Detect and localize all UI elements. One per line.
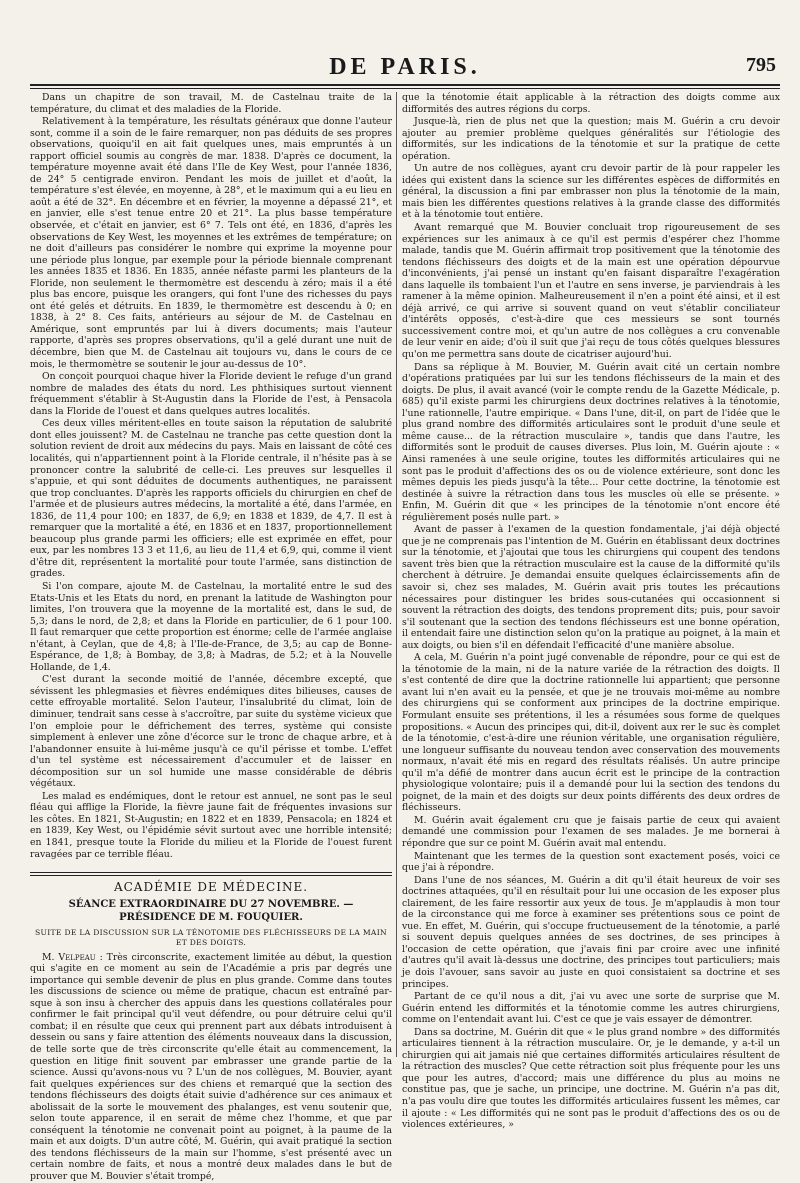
paragraph: Si l'on compare, ajoute M. de Castelnau, la mortalité entre le sud des Etats-Unis et les Etats du nord, en prenant la latitude de Washington pour limites, l'on trouvera que la moyenne de la mortalité est, dans le sud, de 5,3; dans le nord, de 2,8; et dans la Floride en particulier, de 6 1 pour 100. Il faut remarquer que cette proportion est énorme; celle de l'armée anglaise n'étant, à Ceylan, que de 4,8; à l'Ile-de-France, de 3,5; au cap de Bonne-Espérance, de 1,8; à Bombay, de 3,8; à Madras, de 5.2; et à la Nouvelle Hollande, de 1,4. <box>30 580 392 673</box>
section-title: ACADÉMIE DE MÉDECINE. <box>113 880 309 895</box>
paragraph: Ces deux villes méritent-elles en toute saison la réputation de salubrité dont elles jouissent? M. de Castelnau ne tranche pas cette question dont la solution revient de droit aux médecins du pays. Mais en laissant de côté ces localités, qui n'appartiennent point à la Floride centrale, il n'hésite pas à se prononcer contre la salubrité de celle-ci. Les preuves sur lesquelles il s'appuie, et qui sont déduites de documents authentiques, ne paraissent que trop concluantes. D'après les rapports officiels du chirurgien en chef de l'armée et de plusieurs autres médecins, la mortalité a été, dans l'armée, en 1836, de 11,4 pour 100; en 1837, de 6,9; en 1838 et 1839, de 4,7. Il est à remarquer que la mortalité a été, en 1836 et en 1837, proportionnellement beaucoup plus grande parmi les officiers; elle est exprimée en effet, pour eux, par les nombres 13 3 et 11,6, au lieu de 11,4 et 6,9, qui, comme il vient d'être dit, représentent la mortalité pour toute l'armée, sans distinction de grades. <box>30 418 392 580</box>
session-title: SÉANCE EXTRAORDINAIRE DU 27 NOVEMBRE. — PRÉSIDENCE DE M. FOUQUIER. <box>68 898 354 923</box>
paragraph: C'est durant la seconde moitié de l'année, décembre excepté, que sévissent les phlegmasies et fièvres endémiques dites bilieuses, causes de cette effroyable mortalité. Selon l'auteur, l'insalubrité du climat, loin de diminuer, tendrait sans cesse à s'accroître, par suite du système vicieux que l'on emploie pour le défrichement des terres, système qui consiste simplement à enlever une zône d'écorce sur le tronc de chaque arbre, et à l'abandonner ensuite à lui-même jusqu'à ce qu'il périsse et tombe. L'effet d'un tel système est nécessairement d'accumuler et de laisser en décomposition sur un sol humide une masse considérable de débris végétaux. <box>30 674 392 790</box>
speaker-name: M. Velpeau : <box>42 951 103 963</box>
paragraph: Dans sa réplique à M. Bouvier, M. Guérin avait cité un certain nombre d'opérations pratiquées par lui sur les tendons fléchisseurs de la main et des doigts. De plus, il avait avancé (voir le compte rendu de la Gazette Médicale, p. 685) qu'il existe parmi les chirurgiens deux doctrines relatives à la ténotomie, l'une rationnelle, l'autre empirique. « Dans l'une, dit-il, on part de l'idée que le plus grand nombre des difformités articulaires sont le produit d'une seule et même cause... de la rétraction musculaire », tandis que dans l'autre, les difformités sont le produit de causes diverses. Plus loin, M. Guérin ajoute : « Ainsi ramenées à une seule origine, toutes les difformités articulaires qui ne sont pas le produit d'affections des os ou de violence extérieure, sont donc les mêmes depuis les pieds jusqu'à la tête... Pour cette doctrine, la ténotomie est destinée à suivre la rétraction dans tous les muscles où elle se présente. » Enfin, M. Guérin dit que « les principes de la ténotomie n'ont encore été régulièrement posés nulle part. » <box>402 361 780 523</box>
speech-paragraph <box>30 952 392 1183</box>
paragraph: Dans un chapitre de son travail, M. de Castelnau traite de la température, du climat et des maladies de la Floride. <box>30 92 392 115</box>
page-header <box>30 50 780 80</box>
left-column <box>30 92 392 1183</box>
header-rule <box>30 84 780 89</box>
article-columns <box>30 92 780 1183</box>
paragraph: que la ténotomie était applicable à la rétraction des doigts comme aux difformités des autres régions du corps. <box>402 92 780 115</box>
paragraph: Maintenant que les termes de la question sont exactement posés, voici ce que j'ai à répondre. <box>402 850 780 874</box>
paragraph: A cela, M. Guérin n'a point jugé convenable de répondre, pour ce qui est de la ténotomie de la main, ni de la nature variée de la rétraction des doigts. Il s'est contenté de dire que la doctrine rationnelle lui appartient; que personne avant lui n'en avait eu la pensée, et que je ne trouvais moi-même au nombre des chirurgiens qui se conforment aux principes de la doctrine empirique. Formulant ensuite ses prétentions, il les a résumées sous forme de quelques propositions. « Aucun des principes qui, dit-il, doivent aux rer le suc ès complet de la ténotomie, c'est-à-dire une réunion véritable, une organisation régulière, une longueur suffisante du nouveau tendon avec conservation des mouvements normaux, n'avait été mis en regard des résultats réalisés. Un autre principe qu'il m'a défié de montrer dans aucun écrit est le principe de la contraction physiologique volontaire; puis il a demandé pour lui la section des tendons du poignet, de la main et des doigts sur deux points différents des deux ordres de fléchisseurs. <box>402 652 780 814</box>
paragraph: Les malad es endémiques, dont le retour est annuel, ne sont pas le seul fléau qui afflige la Floride, la fièvre jaune fait de fréquentes invasions sur les côtes. En 1821, St-Augustin; en 1822 et en 1839, Pensacola; en 1824 et en 1839, Key West, ou l'épidémie sévit surtout avec une horrible intensité; en 1841, presque toute la Floride du milieu et la Floride de l'ouest furent ravagées par ce terrible fléau. <box>30 790 392 860</box>
paragraph: Un autre de nos collègues, ayant cru devoir partir de là pour rappeler les idées qui existent dans la science sur les différentes espèces de difformités en général, la discussion a fini par embrasser non plus la ténotomie de la main, mais bien les différentes questions relatives à la grande classe des difformités et à la ténotomie tout entière. <box>402 163 780 221</box>
running-title: DE PARIS. <box>329 54 481 80</box>
paragraph: M. Guérin avait également cru que je faisais partie de ceux qui avaient demandé une commission pour l'examen de ses malades. Je me bornerai à répondre que sur ce point M. Guérin avait mal entendu. <box>402 814 780 849</box>
column-divider <box>396 92 397 1057</box>
paragraph: Jusque-là, rien de plus net que la question; mais M. Guérin a cru devoir ajouter au premier problème quelques généralités sur l'étiologie des difformités, sur les indications de la ténotomie et sur la pratique de cette opération. <box>402 116 780 162</box>
right-column <box>402 92 780 1131</box>
paragraph: Avant remarqué que M. Bouvier concluait trop rigoureusement de ses expériences sur les animaux à ce qu'il est permis d'espérer chez l'homme malade, tandis que M. Guérin affirmait trop positivement que la ténotomie des tendons fléchisseurs des doigts et de la main est une opération dépourvue d'inconvénients, j'ai pensé un instant qu'en faisant disparaître l'exagération dans laquelle ils tombaient l'un et l'autre en sens inverse, je parviendrais à les ramener à la même opinion. Malheureusement il n'en a point été ainsi, et il est déjà arrivé, ce qui arrive si souvent quand on veut s'établir conciliateur d'intérêts opposés, c'est-à-dire que ces messieurs se sont tournés successivement contre moi, et qu'un autre de nos collègues a cru convenable de leur venir en aide; d'où il suit que j'ai reçu de tous côtés quelques blessures qu'on me permettra sans doute de cicatriser aujourd'hui. <box>402 222 780 361</box>
paragraph: Avant de passer à l'examen de la question fondamentale, j'ai déjà objecté que je ne comprenais pas l'intention de M. Guérin en établissant deux doctrines sur la ténotomie, et j'ajoutai que tous les chirurgiens qui coupent des tendons savent très bien que la rétraction musculaire est la cause de la difformité qu'ils cherchent à détruire. Je demandai ensuite quelques éclaircissements afin de savoir si, chez ses malades, M. Guérin avait pris toutes les précautions nécessaires pour distinguer les brides sous-cutanées qui occasionnent si souvent la rétraction des doigts, des tendons proprement dits; puis, pour savoir s'il soutenant que la section des tendons fléchisseurs est une bonne opération, il entendait faire une distinction selon qu'on la pratique au poignet, à la main et aux doigts, ou bien s'il en défendait l'efficacité d'une manière absolue. <box>402 524 780 651</box>
section-divider <box>30 872 392 876</box>
discussion-title: SUITE DE LA DISCUSSION SUR LA TÉNOTOMIE DES FLÉCHISSEURS DE LA MAIN ET DES DOIGTS. <box>35 927 387 947</box>
paragraph: Dans sa doctrine, M. Guérin dit que « le plus grand nombre » des difformités articulaires tiennent à la rétraction musculaire. Or, je le demande, y a-t-il un chirurgien qui ait jamais nié que certaines difformités articulaires résultent de la rétraction des muscles? Que cette rétraction soit plus fréquente pour les uns que pour les autres, d'accord; mais une différence du plus au moins ne constitue pas, que je sache, un principe, une doctrine. M. Guérin n'a pas dit, n'a pas voulu dire que toutes les difformités articulaires fussent les mêmes, car il ajoute : « Les difformités qui ne sont pas le produit d'affections des os ou de violences extérieures, » <box>402 1026 780 1131</box>
paragraph: Partant de ce qu'il nous a dit, j'ai vu avec une sorte de surprise que M. Guérin entend les difformités et la ténotomie comme les autres chirurgiens, comme on l'entendait avant lui. C'est ce que je vais essayer de démontrer. <box>402 991 780 1026</box>
paragraph: On conçoit pourquoi chaque hiver la Floride devient le refuge d'un grand nombre de malades des états du nord. Les phthisiques surtout viennent fréquemment s'établir à St-Augustin dans la Floride de l'est, à Pensacola dans la Floride de l'ouest et dans quelques autres localités. <box>30 371 392 417</box>
page-number: 795 <box>746 54 776 76</box>
speech-text: Très circonscrite, exactement limitée au début, la question qui s'agite en ce moment au sein de l'Académie a pris par degrés une importance qui semble devenir de plus en plus grande. Comme dans toutes les discussions de science ou même de pratique, chacun est entraîné par-sque à son insu à chercher des appuis dans les questions collatérales pour confirmer le fait principal qu'il veut défendre, ou pour détruire celui qu'il combat; il en résulte que ceux qui prennent part aux débats introduisent à dessein ou sans y faire attention des éléments nouveaux dans la discussion, de telle sorte que de très circonscrite qu'elle était au commencement, la question en litige finit souvent par embrasser une grande partie de la science. Aussi qu'avons-nous vu ? L'un de nos collègues, M. Bouvier, ayant fait quelques expériences sur des chiens et remarqué que la section des tendons fléchisseurs des doigts était suivie d'adhérence sur ces animaux et abolissait de la sorte le mouvement des phalanges, est venu soutenir que, selon toute apparence, il en serait de même chez l'homme, et que par conséquent la ténotomie ne convenait point au poignet, à la paume de la main et aux doigts. D'un autre côté, M. Guérin, qui avait pratiqué la section des tendons fléchisseurs de la main sur l'homme, s'est présenté avec un certain nombre de faits, et nous a montré deux malades dans le but de prouver que M. Bouvier s'était trompé, <box>30 951 392 1183</box>
paragraph: Dans l'une de nos séances, M. Guérin a dit qu'il était heureux de voir ses doctrines attaquées, qu'il en résultait pour lui une occasion de les exposer plus clairement, de les faire ressortir aux yeux de tous. Je m'applaudis à mon tour de la circonstance qui me force à examiner ses prétentions sous ce point de vue. En effet, M. Guérin, qui s'occupe fructueusement de la ténotomie, a parlé si souvent depuis quelques années de ses doctrines, de ses principes à l'occasion de cette opération, que j'avais fini par croire avec une infinité d'autres qu'il avait là-dessus une doctrine, des principes tout particuliers; mais je dois l'avouer, sans savoir au juste en quoi consistaient sa doctrine et ses principes. <box>402 874 780 990</box>
paragraph: Relativement à la température, les résultats généraux que donne l'auteur sont, comme il a soin de le faire remarquer, non pas déduits de ses propres observations, quoiqu'il en ait fait quelques unes, mais empruntés à un rapport officiel soumis au congrès de mar. 1838. D'après ce document, la température moyenne avait été dans l'Ile de Key West, pour l'année 1836, de 24° 5 centigrade environ. Pendant les mois de juillet et d'août, la température s'est élevée, en moyenne, à 28°, et le maximum qui a eu lieu en août a été de 32°. En décembre et en février, la moyenne a dépassé 21°, et en janvier, elle s'est tenue entre 20 et 21°. La plus basse température observée, et c'était en janvier, est 6° 7. Tels ont été, en 1836, d'après les observations de Key West, les moyennes et les extrêmes de température; on ne doit d'ailleurs pas considérer le nombre qui exprime la moyenne pour une période plus longue, par exemple pour la période biennale comprenant les années 1835 et 1836. En 1835, année néfaste parmi les planteurs de la Floride, non seulement le thermomètre est descendu à zéro; mais il a été plus bas encore, puisque les orangers, qui font l'une des richesses du pays ont été gelés et détruits. En 1839, le thermomètre est descendu à 0; en 1838, à 2° 8. Ces faits, antérieurs au séjour de M. de Castelnau en Amérique, sont empruntés par lui à divers documents; mais l'auteur rapporte, d'après ses propres observations, qu'il a gelé durant une nuit de décembre, bien que M. de Castelnau ait toujours vu, dans le cours de ce mois, le thermomètre se soutenir le jour au-dessus de 10°. <box>30 116 392 370</box>
